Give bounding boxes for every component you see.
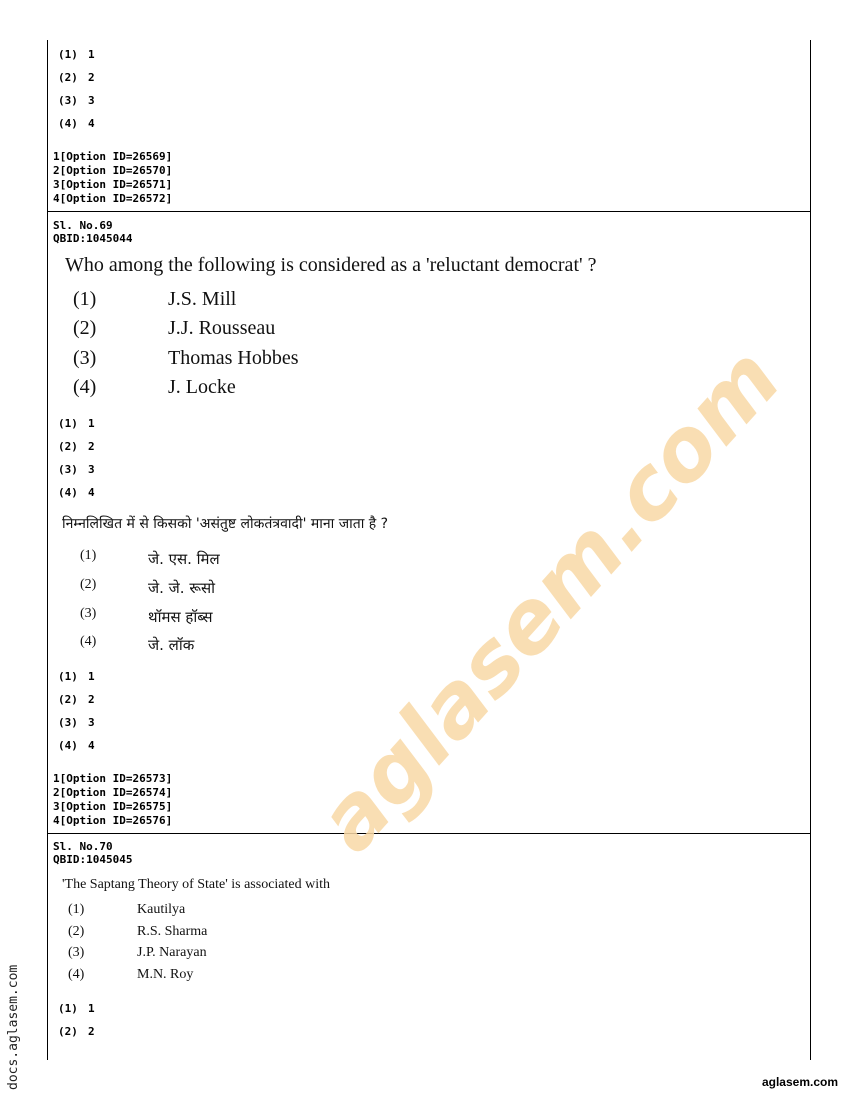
choice-number: (4) xyxy=(68,967,85,982)
choice-text: R.S. Sharma xyxy=(137,924,208,939)
option-id: 3[Option ID=26575] xyxy=(53,800,173,813)
answer-option: (1) 1 xyxy=(58,417,95,430)
option-id-list xyxy=(53,772,172,828)
answer-option: (3) 3 xyxy=(58,463,95,476)
choice-number: (1) xyxy=(73,288,97,310)
answer-option: (4) 4 xyxy=(58,117,95,130)
question-header xyxy=(53,840,132,866)
choice-text: J. Locke xyxy=(168,376,236,398)
choice-text: Thomas Hobbes xyxy=(168,347,299,369)
choice-text: J.S. Mill xyxy=(168,288,237,310)
watermark: aglasem.com xyxy=(298,329,801,871)
qbid: QBID:1045044 xyxy=(53,232,133,245)
choice-text: जे. लॉक xyxy=(148,636,195,654)
choice-text: Kautilya xyxy=(137,902,186,917)
answer-option: (1) 1 xyxy=(58,48,95,61)
choice-number: (1) xyxy=(80,548,97,563)
option-id: 2[Option ID=26574] xyxy=(53,786,173,799)
answer-option: (2) 2 xyxy=(58,693,95,706)
serial-number: Sl. No.70 xyxy=(53,840,113,853)
choice-text: M.N. Roy xyxy=(137,967,194,982)
choice-text: थॉमस हॉब्स xyxy=(148,608,213,626)
answer-option: (3) 3 xyxy=(58,94,95,107)
question-text-hi: निम्नलिखित में से किसको 'असंतुष्ट लोकतंत्रवादी' माना जाता है ? xyxy=(62,516,389,532)
answer-option: (4) 4 xyxy=(58,739,95,752)
answer-option: (4) 4 xyxy=(58,486,95,499)
choice-number: (3) xyxy=(68,945,85,960)
choice-text: जे. जे. रूसो xyxy=(148,579,216,597)
choice-text: J.J. Rousseau xyxy=(168,317,276,339)
choice-number: (4) xyxy=(80,634,97,649)
choice-number: (2) xyxy=(68,924,85,939)
option-id: 2[Option ID=26570] xyxy=(53,164,173,177)
option-id: 1[Option ID=26569] xyxy=(53,150,173,163)
answer-option: (1) 1 xyxy=(58,1002,95,1015)
answer-option: (1) 1 xyxy=(58,670,95,683)
choice-number: (2) xyxy=(73,317,97,339)
option-id: 4[Option ID=26576] xyxy=(53,814,173,827)
question-text-en: Who among the following is considered as a 'reluctant democrat' ? xyxy=(65,254,597,276)
option-id-list xyxy=(53,150,172,206)
side-url: docs.aglasem.com xyxy=(6,964,21,1090)
choice-number: (4) xyxy=(73,376,97,398)
answer-option: (2) 2 xyxy=(58,440,95,453)
divider xyxy=(47,833,811,834)
answer-option: (2) 2 xyxy=(58,1025,95,1038)
choice-number: (2) xyxy=(80,577,97,592)
serial-number: Sl. No.69 xyxy=(53,219,113,232)
choice-text: जे. एस. मिल xyxy=(148,550,220,568)
footer-brand: aglasem.com xyxy=(761,1075,838,1089)
choice-number: (3) xyxy=(80,606,97,621)
divider xyxy=(47,211,811,212)
qbid: QBID:1045045 xyxy=(53,853,133,866)
choice-text: J.P. Narayan xyxy=(137,945,207,960)
answer-option: (3) 3 xyxy=(58,716,95,729)
answer-option: (2) 2 xyxy=(58,71,95,84)
option-id: 4[Option ID=26572] xyxy=(53,192,173,205)
question-header xyxy=(53,219,132,245)
choice-number: (1) xyxy=(68,902,85,917)
option-id: 3[Option ID=26571] xyxy=(53,178,173,191)
question-text-en: 'The Saptang Theory of State' is associated with xyxy=(62,877,331,892)
choice-number: (3) xyxy=(73,347,97,369)
option-id: 1[Option ID=26573] xyxy=(53,772,173,785)
